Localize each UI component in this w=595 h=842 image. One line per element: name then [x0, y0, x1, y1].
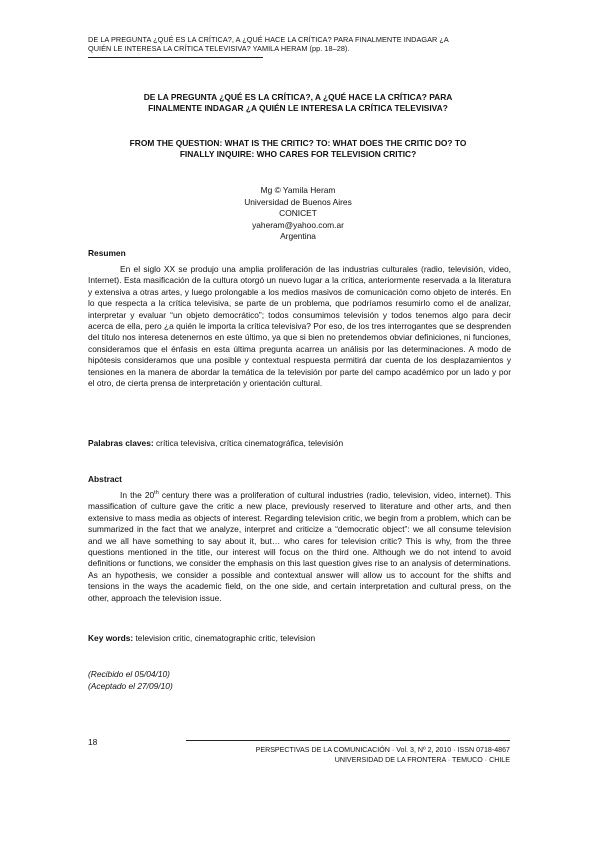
footer-university: UNIVERSIDAD DE LA FRONTERA · TEMUCO · CHILE [334, 756, 510, 764]
key-words-text: television critic, cinematographic critic, television [133, 633, 316, 643]
received-date: (Recibido el 05/04/10) [88, 669, 170, 679]
palabras-claves [88, 438, 511, 449]
title-spanish-line1: DE LA PREGUNTA ¿QUÉ ES LA CRÍTICA?, A ¿QUÉ HACE LA CRÍTICA? PARA [143, 92, 453, 102]
abstract-heading: Abstract [88, 474, 122, 484]
author-university: Universidad de Buenos Aires [244, 196, 352, 207]
accepted-date: (Aceptado el 27/09/10) [88, 680, 173, 691]
running-header [88, 35, 508, 53]
title-english [88, 138, 508, 160]
abstract-superscript: th [154, 490, 159, 497]
title-spanish [88, 92, 508, 114]
page-number: 18 [88, 737, 98, 747]
author-name: Mg © Yamila Heram [260, 185, 336, 195]
abstract-text: century there was a proliferation of cultural industries (radio, television, video, internet). This massification of culture gave the critic a new place, previously reserved to literature and other arts, and then extensive to mass media as objects of interest. Regarding television critic, we begin from a problem, which can be summarized in the fact that we analyze, interpret and criticize a “democratic object”: we all consume television and we all have something to say about it, but… who cares for television critic? This is why, from the three questions mentioned in the title, our interest will focus on the third one. Although we do not intend to avoid definitions or functions, we consider the emphasis on this last question gives rise to an analysis of determinations. As an hypothesis, we consider a possible and contextual answer will allow us to account for the shifts and tensions in the ways the academic field, on the one side, and certain interpretation and cultural press, on the other, approach the television issue. [88, 490, 511, 603]
running-header-line1: DE LA PREGUNTA ¿QUÉ ES LA CRÍTICA?, A ¿QUÉ HACE LA CRÍTICA? PARA FINALMENTE INDAGAR ¿A [88, 35, 449, 44]
footer-rule [186, 740, 510, 741]
title-english-line1: FROM THE QUESTION: WHAT IS THE CRITIC? TO: WHAT DOES THE CRITIC DO? TO [129, 138, 467, 148]
palabras-claves-label: Palabras claves: [88, 438, 154, 448]
author-institution: CONICET [279, 208, 317, 218]
submission-dates [88, 669, 173, 692]
abstract-text-start: In the 20 [120, 490, 155, 500]
author-country: Argentina [280, 231, 316, 241]
abstract-paragraph [88, 490, 511, 604]
title-spanish-line2: FINALMENTE INDAGAR ¿A QUIÉN LE INTERESA LA CRÍTICA TELEVISIVA? [148, 103, 448, 113]
title-english-line2: FINALLY INQUIRE: WHO CARES FOR TELEVISION CRITIC? [179, 149, 417, 159]
running-header-line2: QUIÉN LE INTERESA LA CRÍTICA TELEVISIVA? YAMILA HERAM (pp. 18–28). [88, 44, 350, 53]
author-block [88, 185, 508, 243]
resumen-heading: Resumen [88, 248, 126, 258]
resumen-paragraph: En el siglo XX se produjo una amplia proliferación de las industrias culturales (radio, televisión, video, Internet). Esta masificación de la cultura otorgó un nuevo lugar a la crítica, anteriormente reservada a la literatura y extensiva a otras artes, y luego prolongable a los medios masivos de comunicación como objeto de interés. En lo que respecta a la crítica televisiva, se parte de un problema, que podríamos resumirlo como el de analizar, interpretar y evaluar “un objeto democrático”; todos consumimos televisión y todos tenemos algo para decir acerca de ella, pero ¿a quién le importa la crítica televisiva? Por eso, de los tres interrogantes que se desprenden del título nos interesa detenernos en este último, ya que si bien no pretendemos obviar definiciones, ni funciones, consideramos que el énfasis en esta última pregunta acarrea un análisis por las determinaciones. A modo de hipótesis consideramos que una posible y contextual respuesta permitirá dar cuenta de los desplazamientos y tensiones en la manera de abordar la temática de la televisión por parte del campo académico por un lado y por el otro, de cierta prensa de interpretación y orientación cultural. [88, 264, 511, 389]
palabras-claves-text: crítica televisiva, crítica cinematográfica, televisión [153, 438, 344, 448]
key-words-label: Key words: [88, 633, 134, 643]
footer-journal: PERSPECTIVAS DE LA COMUNICACIÓN · Vol. 3, Nº 2, 2010 · ISSN 0718-4867 [255, 746, 510, 754]
author-email: yaheram@yahoo.com.ar [252, 219, 344, 230]
key-words [88, 633, 511, 644]
header-rule [88, 57, 263, 58]
